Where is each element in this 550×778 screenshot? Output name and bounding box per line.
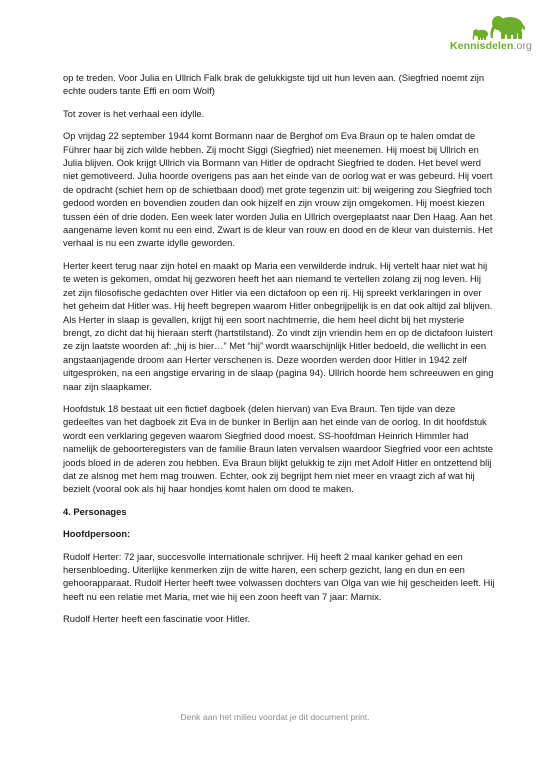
logo-text-part1: Kennis (449, 40, 486, 52)
paragraph: Hoofdstuk 18 bestaat uit een fictief dagboek (delen hiervan) van Eva Braun. Ten tijde van deze gedeeltes van het dagboek zit Eva in de bunker in Berlijn aan het einde van de oorlog. In dit hoofdstuk wordt een verklaring gegeven waarom Siegfried dood moest. SS-hoofdman Heinrich Himmler had namelijk de geboorteregisters van de familie Braun laten vervalsen waardoor Siegfried voor een achtste joods bloed in de aderen zou hebben. Eva Braun blijkt gelukkig te zijn met Adolf Hitler en ontzettend blij dat ze alsnog met hem mag trouwen. Echter, ook zij begrijpt hem niet meer en vraagt zich af wat hij bezielt (vooral ook als hij haar hondjes komt halen om dood te maken. (63, 402, 493, 495)
logo-wordmark (450, 40, 532, 52)
site-logo[interactable] (412, 14, 532, 62)
footer-note: Denk aan het milieu voordat je dit document print. (180, 712, 370, 722)
document-body (63, 71, 495, 635)
logo-text-part3: .org (513, 40, 532, 52)
paragraph: Op vrijdag 22 september 1944 komt Bormann naar de Berghof om Eva Braun op te halen omdat de Führer haar bij zich wilde hebben. Zij mocht Siggi (Siegfried) niet meenemen. Hij moest bij Ullrich en Julia blijven. Ook krijgt Ullrich via Bormann van Hitler de opdracht Siegfried te doden. Het bevel werd niet gemotiveerd. Julia hoorde overigens pas aan het einde van de oorlog wat er was gebeurd. Hij voert de opdracht (schiet hem op de schietbaan dood) met grote tegenzin uit: bij weigering zou Siegfried toch gedood worden en bovendien zouden dan ook hijzelf en zijn vrouw zijn omgekomen. Hij moest kiezen tussen één of drie doden. Een week later worden Julia en Ullrich overgeplaatst naar Den Haag. Aan het aangename leven komt nu een eind. Zwart is de kleur van rouw en dood en de kleur van duisternis. Het verhaal is nu een zwarte idylle geworden. (63, 130, 493, 249)
section-heading-personages: 4. Personages (63, 505, 127, 517)
logo-text-part2: delen (485, 40, 514, 52)
subheading-hoofdpersoon: Hoofdpersoon: (63, 528, 131, 540)
paragraph: Rudolf Herter: 72 jaar, succesvolle internationale schrijver. Hij heeft 2 maal kanker gehad en een hersenbloeding. Uiterlijke kenmerken zijn de witte haren, een scherp gezicht, lang en dun en een gehoorapparaat. Rudolf Herter heeft twee volwassen dochters van Olga van wie hij gescheiden leeft. Hij heeft nu een relatie met Maria, met wie hij een zoon heeft van 7 jaar: Marnix. (63, 550, 495, 602)
paragraph: Rudolf Herter heeft een fascinatie voor Hitler. (63, 613, 251, 625)
paragraph: Herter keert terug naar zijn hotel en maakt op Maria een verwilderde indruk. Hij vertelt haar niet wat hij te weten is gekomen, omdat hij gezworen heeft het aan niemand te vertellen zolang zij nog leven. Hij zet zijn filosofische gedachten over Hitler via een dictafoon op een rij. Hij spreekt verklaringen in over het geheim dat Hitler was. Hij heeft begrepen waarom Hitler onbegrijpelijk is en dat ook altijd zal blijven. Als Herter in slaap is gevallen, krijgt hij een soort nachtmerrie, die hem heel dicht bij het mysterie brengt, zo dicht dat hij hieraan sterft (hartstilstand). Zo vindt zijn vriendin hem en op de dictafoon luistert ze zijn laatste woorden af: „hij is hier…” Met “hij” wordt waarschijnlijk Hitler bedoeld, die wellicht in een angstaanjagende droom aan Herter verschenen is. Deze woorden werden door Hitler in 1942 zelf uitgesproken, na een angstige ervaring in de slaap (pagina 94). Ullrich hoorde hem schreeuwen en ging naar zijn slaapkamer. (63, 259, 494, 392)
paragraph: Tot zover is het verhaal een idylle. (63, 107, 205, 119)
paragraph: op te treden. Voor Julia en Ullrich Falk brak de gelukkigste tijd uit hun leven aan. (Siegfried noemt zijn echte ouders tante Effi en oom Wolf) (63, 72, 485, 97)
